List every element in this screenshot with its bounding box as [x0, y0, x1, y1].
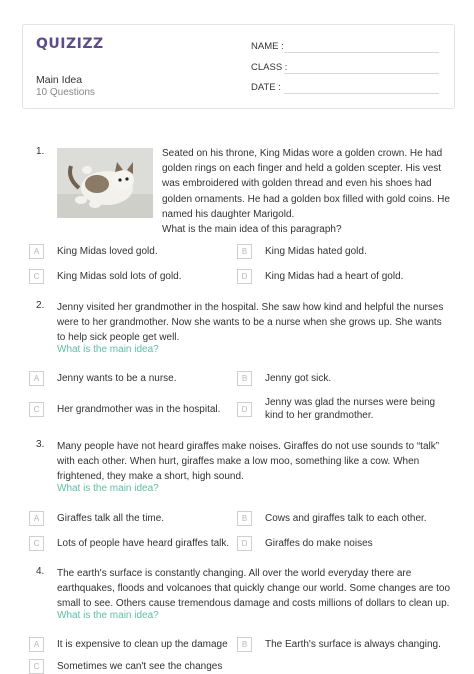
- question-prompt: What is the main idea?: [57, 344, 159, 355]
- option-text[interactable]: King Midas sold lots of gold.: [57, 271, 182, 282]
- question-line: frightened, they make a short, high sound.: [57, 471, 244, 483]
- quizizz-logo: QUIZIZZ: [36, 36, 104, 52]
- option-letter[interactable]: A: [29, 511, 44, 526]
- option-letter[interactable]: A: [29, 637, 44, 652]
- option-letter[interactable]: B: [237, 637, 252, 652]
- name-field[interactable]: [284, 52, 439, 53]
- option-letter[interactable]: B: [237, 244, 252, 259]
- question-line: was embroidered with golden thread and even his shoes had: [162, 178, 432, 190]
- option-letter[interactable]: A: [29, 371, 44, 386]
- question-number: 4.: [36, 566, 45, 577]
- name-field-label: NAME :: [251, 41, 284, 52]
- option-letter[interactable]: A: [29, 244, 44, 259]
- class-field[interactable]: [284, 73, 439, 74]
- worksheet-title: Main Idea: [36, 74, 83, 86]
- question-number: 2.: [36, 300, 45, 311]
- question-line: were to her grandmother. Now she wants to be a nurse when she grows up. She wants: [57, 317, 442, 329]
- question-prompt: What is the main idea?: [57, 483, 159, 494]
- question-line: golden rings on each finger and held a golden scepter. His vest: [162, 163, 442, 175]
- question-line: named his daughter Marigold.: [162, 208, 295, 220]
- question-line: to help sick people get well.: [57, 332, 180, 344]
- question-line: Seated on his throne, King Midas wore a golden crown. He had: [162, 148, 443, 159]
- option-text[interactable]: Jenny was glad the nurses were being kind to her grandmother.: [265, 397, 436, 421]
- question-text: [57, 439, 439, 485]
- option-letter[interactable]: D: [237, 269, 252, 284]
- question-text: [162, 146, 450, 237]
- worksheet-question-count: 10 Questions: [36, 87, 95, 98]
- option-text[interactable]: King Midas hated gold.: [265, 246, 367, 257]
- option-text[interactable]: It is expensive to clean up the damage: [57, 639, 228, 650]
- option-text[interactable]: Sometimes we can't see the changes: [57, 661, 223, 672]
- date-field[interactable]: [284, 93, 439, 94]
- option-letter[interactable]: B: [237, 371, 252, 386]
- question-number: 3.: [36, 439, 45, 450]
- question-text: [57, 566, 450, 612]
- option-text[interactable]: Cows and giraffes talk to each other.: [265, 513, 427, 524]
- option-text[interactable]: King Midas had a heart of gold.: [265, 271, 404, 282]
- option-letter[interactable]: C: [29, 536, 44, 551]
- option-text[interactable]: Jenny wants to be a nurse.: [57, 373, 177, 384]
- question-line: earthquakes, floods and volcanoes that quickly change our world. Some changes are too: [57, 583, 451, 595]
- question-line: golden ornaments. He had a golden box filled with gold coins. He: [162, 193, 450, 205]
- question-line: The earth's surface is constantly changing. All over the world everyday there are: [57, 568, 412, 579]
- question-line: with each other. When hurt, giraffes make a low moo, something like a cow. When: [57, 456, 420, 468]
- kitten-illustration: [57, 148, 153, 218]
- option-text[interactable]: The Earth's surface is always changing.: [265, 639, 441, 650]
- option-text[interactable]: Her grandmother was in the hospital.: [57, 404, 221, 415]
- question-text: [57, 300, 443, 346]
- option-letter[interactable]: D: [237, 402, 252, 417]
- question-line: Jenny visited her grandmother in the hospital. She saw how kind and helpful the nurses: [57, 302, 444, 313]
- option-letter[interactable]: C: [29, 402, 44, 417]
- date-field-label: DATE :: [251, 82, 281, 93]
- option-text[interactable]: Lots of people have heard giraffes talk.: [57, 538, 230, 549]
- option-text[interactable]: Giraffes do make noises: [265, 538, 373, 549]
- question-prompt: What is the main idea?: [57, 610, 159, 621]
- option-text[interactable]: Giraffes talk all the time.: [57, 513, 165, 524]
- class-field-label: CLASS :: [251, 62, 288, 73]
- option-text[interactable]: King Midas loved gold.: [57, 246, 158, 257]
- option-text[interactable]: Jenny got sick.: [265, 373, 332, 384]
- option-letter[interactable]: D: [237, 536, 252, 551]
- question-line: What is the main idea of this paragraph?: [162, 224, 342, 236]
- question-line: Many people have not heard giraffes make noises. Giraffes do not use sounds to “talk”: [57, 441, 440, 452]
- question-line: small to see. Others cause tremendous damage and costs millions of dollars to clean up.: [57, 598, 450, 610]
- option-letter[interactable]: B: [237, 511, 252, 526]
- option-letter[interactable]: C: [29, 269, 44, 284]
- question-number: 1.: [36, 146, 45, 157]
- option-letter[interactable]: C: [29, 659, 44, 674]
- kitten-photo: [57, 148, 153, 218]
